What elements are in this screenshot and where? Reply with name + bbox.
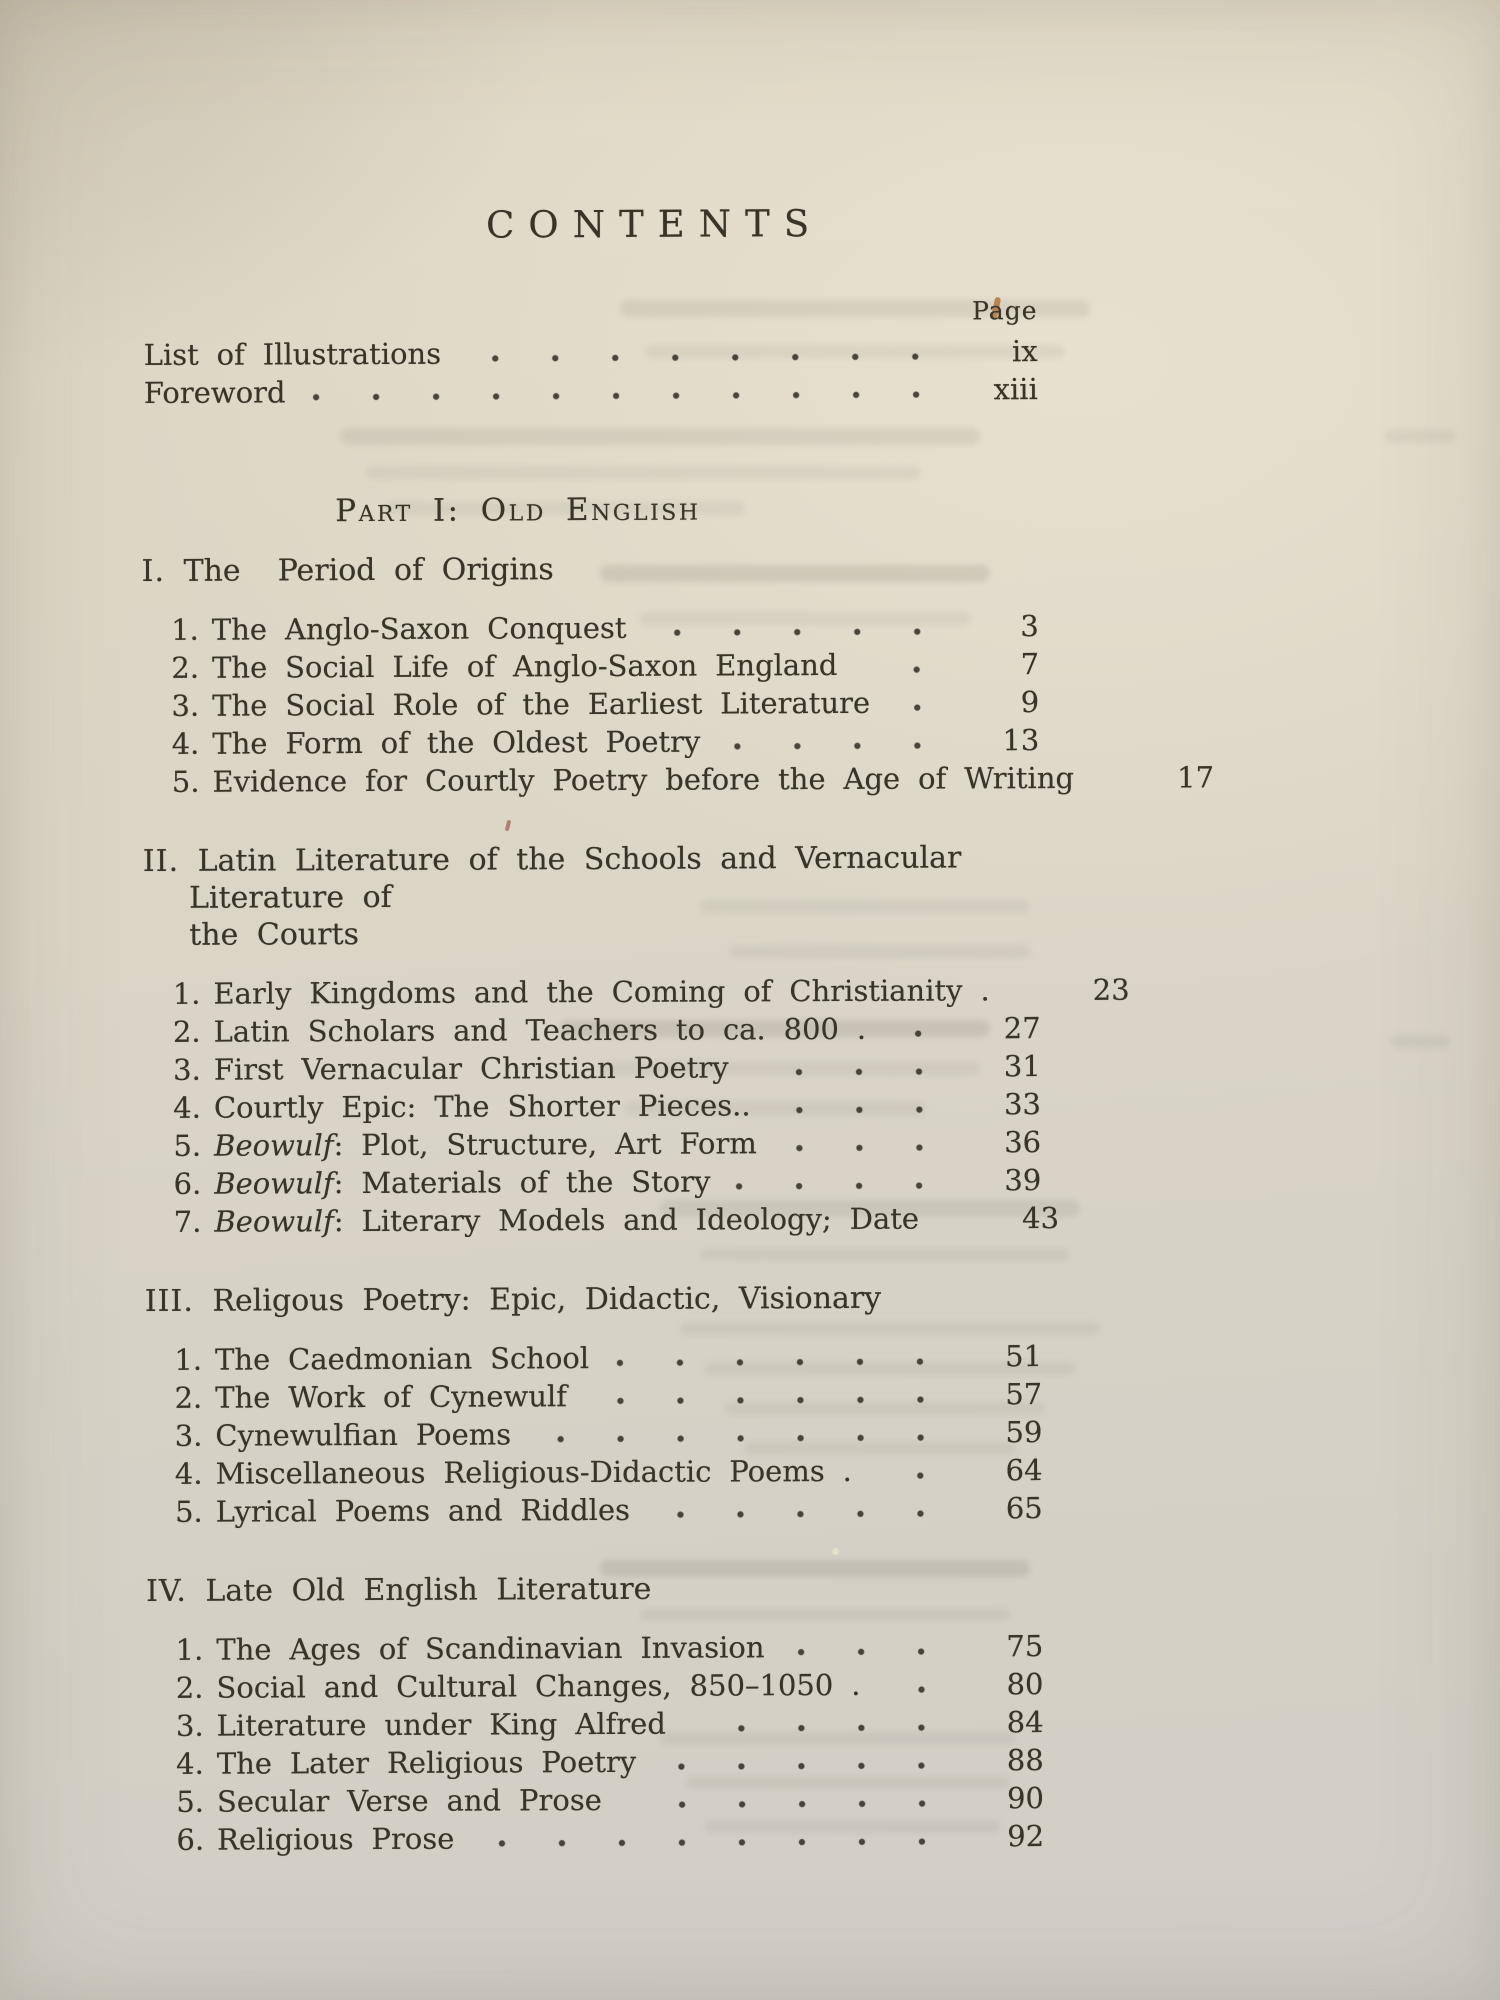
toc-item-title: Courtly Epic: The Shorter Pieces.. [213,1088,751,1125]
dot-leader [753,1066,949,1077]
toc-item-title: Latin Scholars and Teachers to ca. 800 . [213,1011,867,1049]
section-numeral: III. [144,1283,194,1319]
toc-item-number: 1. [172,976,201,1011]
dot-leader [876,1470,951,1480]
dot-leader [861,664,947,674]
toc-item-title: Secular Verse and Prose [216,1783,602,1819]
toc-item-title: Religious Prose [217,1821,455,1857]
toc-item-page: 75 [1006,1629,1044,1664]
toc-row [146,1627,1043,1669]
toc-section [146,1569,1044,1859]
toc-item-number: 2. [171,650,200,685]
toc-row [142,645,1039,687]
dot-leader [626,1798,952,1809]
toc-item-number: 5. [171,764,200,799]
toc-item-number: 4. [174,1456,203,1491]
toc-row [147,1703,1044,1745]
toc-item-number: 4. [173,1090,202,1125]
section-numeral: I. [141,553,166,589]
dot-leader [660,1760,952,1771]
dot-leader [781,1142,949,1153]
toc-item-title: The Ages of Scandinavian Invasion [216,1630,765,1667]
toc-row [144,1161,1041,1203]
dot-leader [310,389,946,402]
dot-leader [884,1684,951,1694]
toc-item-title: Miscellaneous Religious-Didactic Poems . [215,1453,852,1491]
toc-row [147,1741,1044,1783]
dot-leader [535,1432,950,1444]
toc-item-page: 31 [1003,1049,1041,1084]
toc-row [144,1085,1041,1127]
toc-item-number: 1. [174,1342,203,1377]
section-heading: IV. Late Old English Literature [145,1571,652,1609]
dot-leader [465,351,946,363]
section-numeral: II. [142,843,180,879]
toc-item-title: Foreword [143,375,286,410]
toc-item-title: List of Illustrations [143,336,442,372]
toc-item-title: First Vernacular Christian Poetry [213,1050,729,1087]
toc-item-page: ix [1011,334,1038,369]
section-heading: III. Religous Poetry: Epic, Didactic, Visionary [144,1280,882,1319]
toc-item-number: 3. [175,1708,204,1743]
dot-leader [775,1104,949,1115]
toc-section [145,1279,1043,1531]
toc-item-page: 90 [1006,1781,1045,1816]
toc-row [145,1337,1042,1379]
toc-item-title: Lyrical Poems and Riddles [215,1492,631,1529]
toc-item-number: 5. [176,1784,205,1819]
toc-item-page: 13 [1002,723,1040,758]
toc-item-page: 36 [1004,1125,1042,1160]
toc-item-page: 80 [1006,1667,1044,1702]
dot-leader [654,1508,951,1519]
toc-item-page: 17 [1177,760,1215,795]
toc-row [144,1047,1041,1089]
toc-item-page: 33 [1003,1087,1042,1122]
toc-item-title: The Social Role of the Earliest Literature [212,685,871,723]
toc-item-page: 51 [1005,1339,1043,1374]
toc-row [146,1489,1043,1531]
toc-item-number: 2. [174,1380,203,1415]
toc-item-title: Early Kingdoms and the Coming of Christianity . [213,973,990,1011]
toc-row [142,683,1039,725]
toc-row [141,332,1038,374]
toc-item-title: The Work of Cynewulf [215,1379,568,1415]
toc-row [142,721,1039,763]
page-title: CONTENTS [485,202,824,247]
toc-item-title: Cynewulfian Poems [215,1417,512,1453]
toc-item-page: 43 [1022,1200,1060,1236]
page-column-header: Page [972,296,1038,326]
toc-item-number: 4. [176,1746,204,1781]
toc-item-page: 27 [1003,1011,1041,1046]
dot-leader [690,1722,952,1733]
front-matter-list [141,332,1038,412]
toc-row [147,1779,1044,1821]
toc-row [142,759,1215,801]
toc-item-title: The Form of the Oldest Poetry [212,724,701,761]
toc-item-number: 6. [173,1166,202,1201]
toc-item-page: 9 [1020,685,1040,720]
toc-item-number: 5. [173,1128,202,1163]
dot-leader [890,1028,949,1038]
toc-item-page: 84 [1006,1705,1044,1740]
toc-row [145,1413,1042,1455]
toc-item-page: xiii [993,372,1038,407]
dot-leader [894,702,947,712]
toc-item-page: 39 [1004,1163,1042,1198]
toc-row [141,370,1038,412]
toc-item-page: 7 [1020,647,1040,682]
toc-item-number: 5. [174,1494,203,1529]
toc-item-title: Evidence for Courtly Poetry before the Age of Writing [212,760,1075,799]
toc-section [142,839,1130,1241]
part-heading: Part I: Old English [335,491,701,530]
dot-leader [613,1356,950,1367]
toc-row [145,1451,1042,1493]
bleedthrough-ghost-line [1385,430,1455,443]
toc-row [145,1375,1042,1417]
toc-row [144,1009,1041,1051]
toc-item-number: 2. [175,1670,204,1705]
dot-leader [1014,990,1038,1000]
toc-item-number: 1. [175,1632,204,1667]
toc-item-page: 92 [1007,1819,1045,1854]
toc-item-title: The Anglo-Saxon Conquest [211,610,627,647]
section-heading: I. The Period of Origins [141,552,554,589]
dot-leader [1098,778,1122,788]
toc-item-page: 65 [1005,1491,1043,1526]
toc-item-title: The Social Life of Anglo-Saxon England [211,647,838,685]
toc-row [144,1199,1060,1241]
contents-column [140,201,1215,1859]
section-heading: II. Latin Literature of the Schools and Vernacular Literature of the Courts [142,840,980,953]
toc-item-title: The Later Religious Poetry [216,1744,637,1781]
toc-item-number: 3. [174,1418,203,1453]
section-numeral: IV. [145,1573,187,1609]
toc-row [146,1665,1043,1707]
toc-item-page: 88 [1006,1743,1044,1778]
toc-item-title: The Caedmonian School [214,1341,590,1377]
toc-row [142,607,1039,649]
toc-row [147,1817,1044,1859]
toc-item-title: Beowulf: Materials of the Story [214,1164,711,1201]
dot-leader [478,1836,952,1848]
toc-item-title-italic: Beowulf [214,1166,334,1201]
toc-item-page: 64 [1005,1453,1043,1488]
toc-item-number: 2. [172,1014,201,1049]
toc-row [144,1123,1041,1165]
toc-item-number: 1. [171,612,199,647]
dot-leader [591,1394,950,1406]
toc-item-page: 59 [1005,1415,1043,1450]
toc-item-page: 23 [1092,972,1130,1007]
toc-item-title: Beowulf: Literary Models and Ideology; Date [214,1201,920,1239]
dot-leader [943,1218,967,1228]
toc-item-title: Beowulf: Plot, Structure, Art Form [214,1126,757,1163]
toc-item-number: 7. [173,1204,202,1239]
dot-leader [789,1646,952,1657]
sections-list [141,549,1215,1859]
toc-item-number: 6. [176,1822,205,1857]
toc-item-page: 3 [1020,609,1039,644]
dot-leader [724,740,947,751]
toc-item-number: 3. [173,1052,201,1087]
bleedthrough-ghost-line [1390,1035,1450,1048]
dot-leader [651,626,947,637]
toc-section [141,549,1215,801]
dot-leader [734,1180,949,1191]
toc-item-page: 57 [1005,1377,1043,1412]
toc-item-number: 3. [171,688,200,723]
toc-item-title-italic: Beowulf [214,1204,334,1239]
toc-item-title: Literature under King Alfred [216,1706,666,1743]
toc-item-title-italic: Beowulf [214,1128,334,1163]
toc-item-title: Social and Cultural Changes, 850–1050 . [216,1667,861,1705]
toc-row [143,971,1130,1013]
toc-item-number: 4. [171,726,200,761]
